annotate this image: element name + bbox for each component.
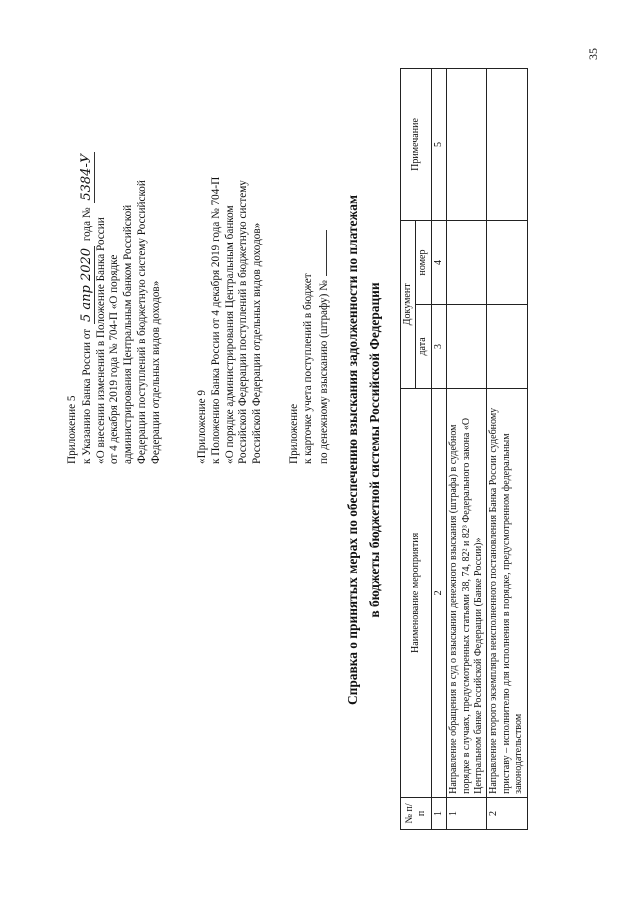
row-no: 1 — [447, 797, 487, 829]
row-date — [447, 305, 487, 389]
annex-line-text: к Указанию Банка России от — [80, 328, 93, 464]
column-number: 4 — [431, 220, 446, 304]
column-number: 5 — [431, 69, 446, 221]
table-row — [447, 69, 487, 830]
row-number — [447, 220, 487, 304]
header-note: Примечание — [401, 69, 432, 221]
annex9-line: «О порядке администрирования Центральным банком — [223, 205, 236, 464]
annex-line: администрирования Центральным банком Российской — [122, 204, 135, 464]
annex-line: Приложение 5 — [66, 395, 78, 464]
card-line: к карточке учета поступлений в бюджет — [301, 273, 314, 464]
column-number-row — [431, 69, 446, 830]
annex-line: от 4 декабря 2019 года № 704-П «О порядке — [108, 254, 121, 464]
header-date: дата — [416, 305, 431, 389]
card-line: Приложение — [288, 403, 300, 464]
document-page — [50, 40, 610, 860]
row-note — [447, 69, 487, 221]
card-annex-header — [288, 230, 331, 464]
annex-line — [80, 150, 95, 464]
card-line-text: по денежному взысканию (штрафу) № — [317, 280, 330, 464]
title-line-2: в бюджеты бюджетной системы Российской Федерации — [367, 282, 382, 618]
document-title — [342, 40, 386, 860]
table-header-row — [401, 69, 416, 830]
row-name: Направление обращения в суд о взыскании денежного взыскания (штрафа) в судебном порядке в случаях, предусмотренных статьями 38, 74, 82² и 82³ Федерального закона «О Центральном банке Российской Федерации (Банке России)» — [447, 388, 487, 797]
table-row — [487, 69, 527, 830]
header-number: номер — [416, 220, 431, 304]
handwritten-date: 5 апр 2020 — [78, 247, 94, 323]
row-name: Направление второго экземпляра неисполненного постановления Банка России судебному приставу – исполнителю для исполнения в порядке, предусмотренном федеральным законодательством — [487, 388, 527, 797]
column-number: 3 — [431, 305, 446, 389]
header-no: № п/п — [401, 797, 432, 829]
annex9-line: «Приложение 9 — [196, 389, 208, 464]
annex-5-header — [66, 150, 164, 464]
row-no: 2 — [487, 797, 527, 829]
annex-line: «О внесении изменений в Положение Банка России — [94, 217, 107, 464]
measures-table — [400, 68, 528, 830]
title-line-1: Справка о принятых мерах по обеспечению взыскания задолженности по платежам — [345, 194, 360, 706]
annex-line-text: года № — [80, 207, 93, 242]
annex9-line: Российской Федерации поступлений в бюджетную систему — [237, 180, 250, 464]
annex9-line: к Положению Банка России от 4 декабря 2019 года № 704-П — [209, 176, 222, 464]
blank-field — [316, 230, 327, 276]
header-document: Документ — [401, 220, 416, 388]
annex-9-header — [196, 177, 265, 464]
row-note — [487, 69, 527, 221]
row-date — [487, 305, 527, 389]
annex-line: Федерации поступлений в бюджетную систему Российской — [135, 180, 148, 464]
page-number: 35 — [586, 48, 600, 60]
row-number — [487, 220, 527, 304]
card-line — [316, 230, 332, 464]
column-number: 1 — [431, 797, 446, 829]
annex-line: Федерации отдельных видов доходов» — [149, 280, 162, 464]
column-number: 2 — [431, 388, 446, 797]
handwritten-number: 5384-У — [78, 153, 94, 201]
annex9-line: Российской Федерации отдельных видов доходов» — [251, 222, 264, 464]
header-name: Наименование мероприятия — [401, 388, 432, 797]
